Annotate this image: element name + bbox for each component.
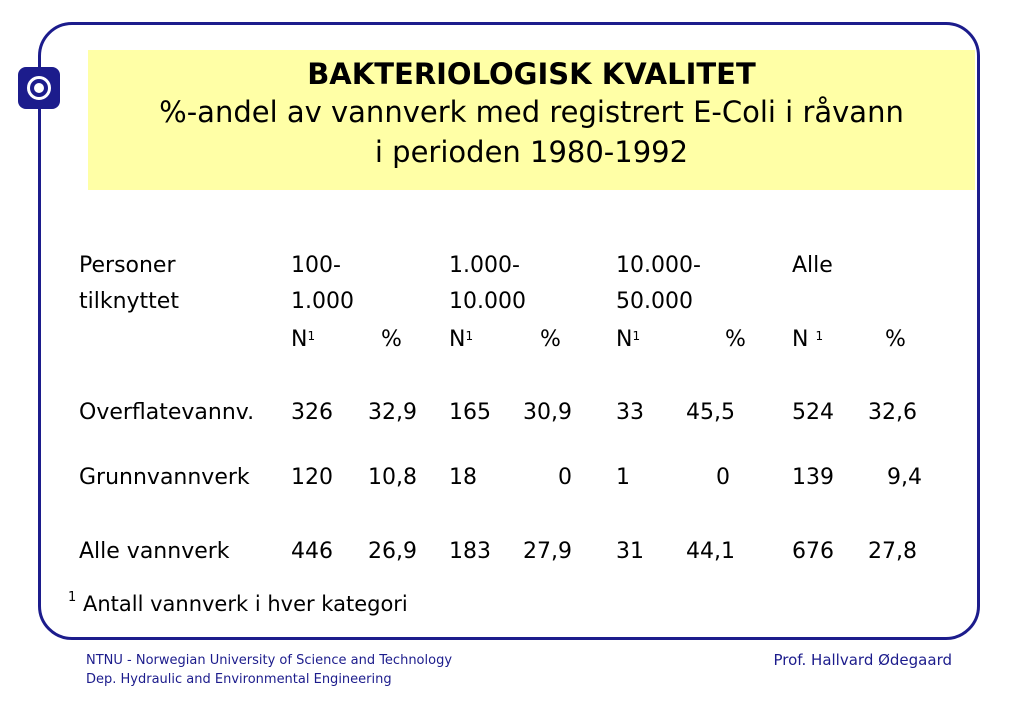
- subheader-pct-1: %: [381, 327, 402, 352]
- table-cell: 30,9: [523, 400, 572, 425]
- table-cell: 524: [792, 400, 834, 425]
- table-cell: 32,9: [368, 400, 417, 425]
- footer-department: Dep. Hydraulic and Environmental Engineering: [86, 672, 392, 687]
- footnote-text: Antall vannverk i hver kategori: [82, 592, 408, 616]
- table-cell: 1: [616, 465, 630, 490]
- slide-subtitle-line2: i perioden 1980-1992: [374, 135, 689, 169]
- footer-university: NTNU - Norwegian University of Science and Technology: [86, 653, 453, 668]
- subheader-n-4: N $^1$: [792, 327, 824, 352]
- table-cell: 26,9: [368, 539, 417, 564]
- group-header-2: 1.000-: [449, 253, 520, 278]
- subheader-pct-2: %: [540, 327, 561, 352]
- title-box: [88, 50, 975, 190]
- group-header-1: 100-: [291, 253, 341, 278]
- subheader-n-2: $N^1$: [449, 327, 474, 352]
- table-cell: 139: [792, 465, 834, 490]
- ntnu-logo-icon: [18, 67, 60, 109]
- group-header-2-range: 10.000: [449, 289, 526, 314]
- table-cell: 27,8: [868, 539, 917, 564]
- subheader-n-1: $N^1$: [291, 327, 316, 352]
- footer-institution: [86, 651, 452, 689]
- row-label: Grunnvannverk: [79, 465, 250, 490]
- subheader-pct-4: %: [885, 327, 906, 352]
- row-header-line1: Personer: [79, 253, 176, 278]
- row-label: Overflatevannv.: [79, 400, 255, 425]
- footnote: [68, 592, 408, 616]
- slide-subtitle-line1: %-andel av vannverk med registrert E-Coli i råvann: [159, 95, 904, 129]
- table-cell: 18: [449, 465, 477, 490]
- table-cell: 33: [616, 400, 644, 425]
- table-cell: 120: [291, 465, 333, 490]
- table-cell: 676: [792, 539, 834, 564]
- group-header-1-range: 1.000: [291, 289, 354, 314]
- table-cell: 9,4: [887, 465, 922, 490]
- group-header-3-range: 50.000: [616, 289, 693, 314]
- table-cell: 165: [449, 400, 491, 425]
- table-cell: 31: [616, 539, 644, 564]
- table-cell: 0: [558, 465, 572, 490]
- row-header-line2: tilknyttet: [79, 289, 179, 314]
- slide-title: BAKTERIOLOGISK KVALITET: [307, 57, 756, 91]
- footer-author: Prof. Hallvard Ødegaard: [773, 651, 952, 669]
- group-header-3: 10.000-: [616, 253, 701, 278]
- row-label: Alle vannverk: [79, 539, 230, 564]
- table-cell: 0: [716, 465, 730, 490]
- table-cell: 446: [291, 539, 333, 564]
- group-header-4: Alle: [792, 253, 833, 278]
- footnote-mark: 1: [68, 590, 77, 605]
- table-cell: 183: [449, 539, 491, 564]
- table-cell: 10,8: [368, 465, 417, 490]
- table-cell: 45,5: [686, 400, 735, 425]
- subheader-pct-3: %: [725, 327, 746, 352]
- table-cell: 32,6: [868, 400, 917, 425]
- table-cell: 326: [291, 400, 333, 425]
- table-cell: 27,9: [523, 539, 572, 564]
- subheader-n-3: $N^1$: [616, 327, 641, 352]
- table-cell: 44,1: [686, 539, 735, 564]
